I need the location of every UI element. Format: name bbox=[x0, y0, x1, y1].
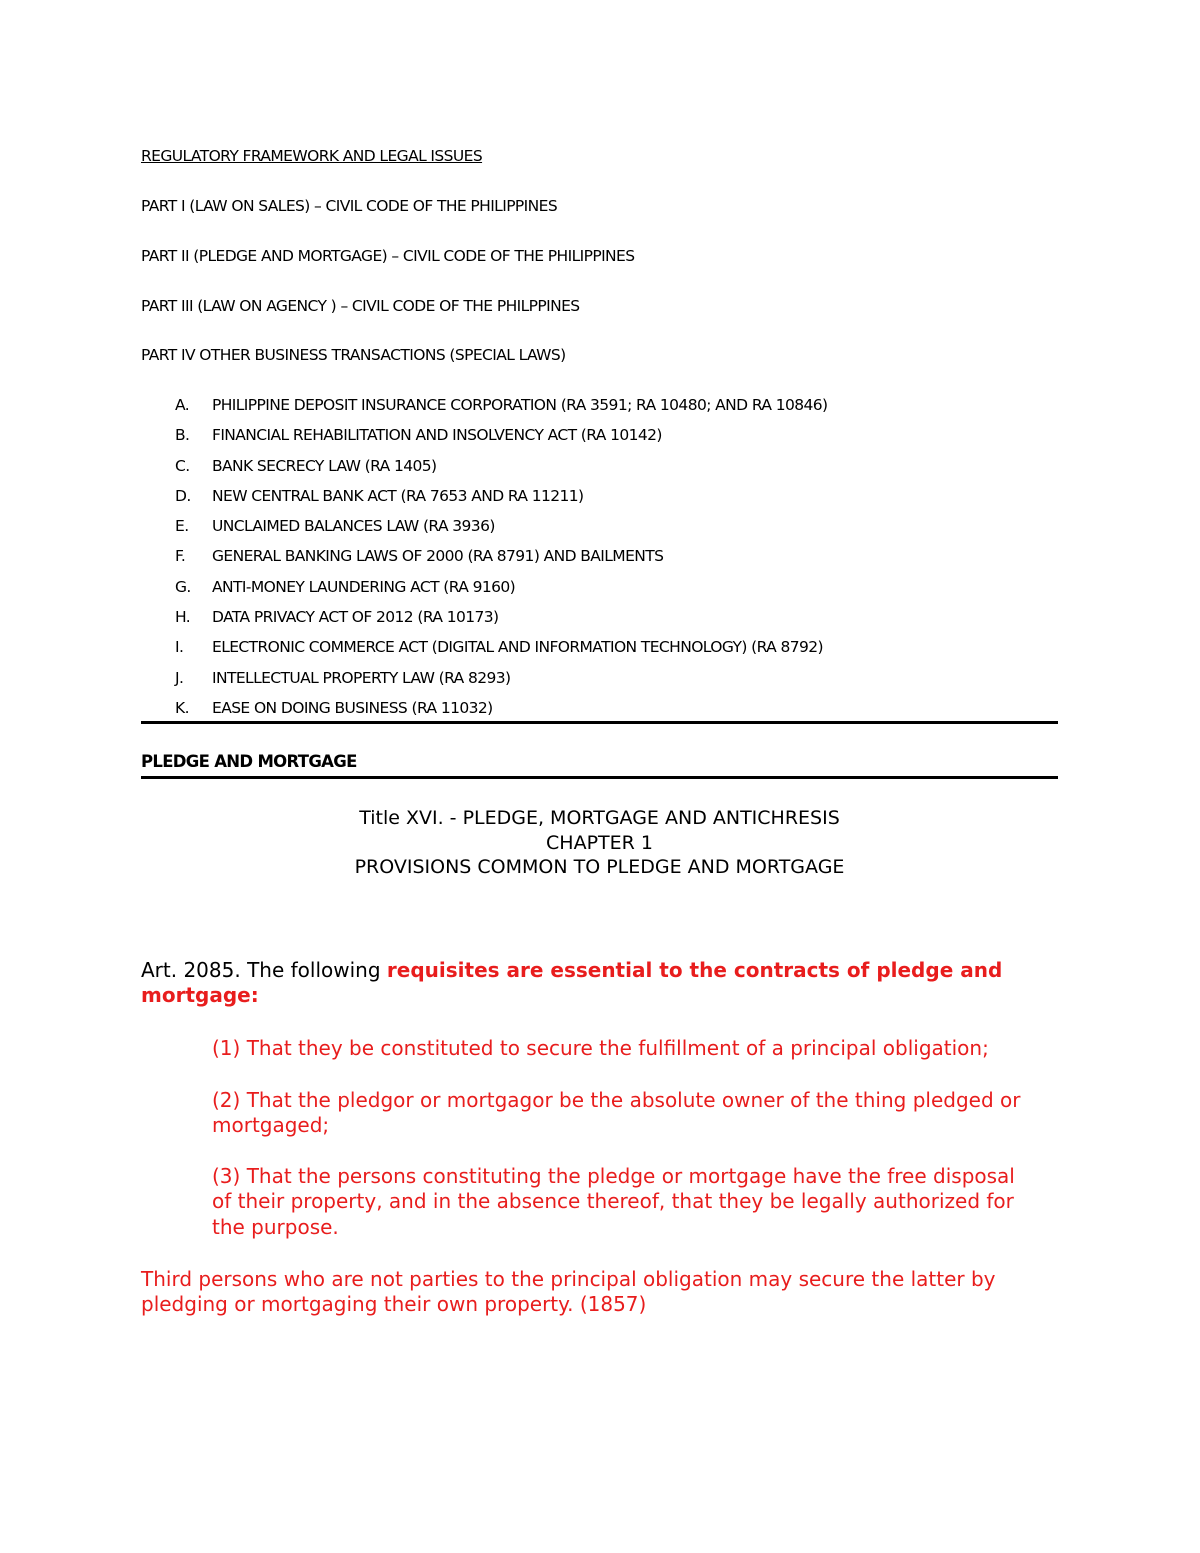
closing-paragraph-cont: pledging or mortgaging their own property. (1857) bbox=[141, 1292, 647, 1316]
list-item-letter: D. bbox=[175, 486, 191, 505]
part-heading-2: PART II (PLEDGE AND MORTGAGE) – CIVIL CODE OF THE PHILIPPINES bbox=[141, 247, 635, 265]
list-item-text: FINANCIAL REHABILITATION AND INSOLVENCY ACT (RA 10142) bbox=[212, 426, 662, 445]
list-item-text: DATA PRIVACY ACT OF 2012 (RA 10173) bbox=[212, 608, 499, 627]
list-item-text: PHILIPPINE DEPOSIT INSURANCE CORPORATION (RA 3591; RA 10480; AND RA 10846) bbox=[212, 396, 828, 414]
title-line: Title XVI. - PLEDGE, MORTGAGE AND ANTICHRESIS bbox=[359, 807, 840, 829]
list-item-text: INTELLECTUAL PROPERTY LAW (RA 8293) bbox=[212, 668, 511, 687]
article-intro-emphasis-cont: mortgage: bbox=[141, 983, 259, 1007]
requisite-3-cont: of their property, and in the absence thereof, that they be legally authorized for bbox=[212, 1189, 1014, 1213]
part-heading-1: PART I (LAW ON SALES) – CIVIL CODE OF THE PHILIPPINES bbox=[141, 197, 558, 215]
article-intro-plain: Art. 2085. The following bbox=[141, 958, 387, 982]
title-block bbox=[141, 806, 1058, 880]
list-item-letter: G. bbox=[175, 577, 191, 596]
list-item-text: UNCLAIMED BALANCES LAW (RA 3936) bbox=[212, 517, 495, 536]
list-item-letter: E. bbox=[175, 517, 189, 536]
list-item-text: GENERAL BANKING LAWS OF 2000 (RA 8791) AND BAILMENTS bbox=[212, 547, 664, 566]
list-item-text: ELECTRONIC COMMERCE ACT (DIGITAL AND INFORMATION TECHNOLOGY) (RA 8792) bbox=[212, 638, 823, 657]
part-heading-4: PART IV OTHER BUSINESS TRANSACTIONS (SPECIAL LAWS) bbox=[141, 346, 566, 364]
requisite-2: (2) That the pledgor or mortgagor be the absolute owner of the thing pledged or bbox=[212, 1088, 1021, 1112]
list-item-letter: K. bbox=[175, 698, 189, 717]
requisite-1: (1) That they be constituted to secure the fulfillment of a principal obligation; bbox=[212, 1036, 989, 1060]
closing-paragraph: Third persons who are not parties to the principal obligation may secure the latter by bbox=[141, 1267, 996, 1291]
list-item-letter: H. bbox=[175, 608, 191, 627]
list-item-letter: B. bbox=[175, 426, 190, 445]
list-item-text: BANK SECRECY LAW (RA 1405) bbox=[212, 456, 437, 475]
requisite-3-cont: the purpose. bbox=[212, 1215, 339, 1239]
part-heading-3: PART III (LAW ON AGENCY ) – CIVIL CODE OF THE PHILPPINES bbox=[141, 297, 580, 315]
list-item-text: ANTI-MONEY LAUNDERING ACT (RA 9160) bbox=[212, 577, 516, 596]
list-item-letter: J. bbox=[175, 668, 184, 687]
document-top-heading: REGULATORY FRAMEWORK AND LEGAL ISSUES bbox=[141, 147, 483, 165]
requisite-2-cont: mortgaged; bbox=[212, 1113, 330, 1137]
section-divider-top bbox=[141, 721, 1058, 724]
section-title: PLEDGE AND MORTGAGE bbox=[141, 752, 357, 771]
chapter-line: CHAPTER 1 bbox=[546, 831, 653, 854]
article-intro bbox=[141, 958, 1002, 983]
list-item-letter: F. bbox=[175, 547, 186, 566]
list-item-text: NEW CENTRAL BANK ACT (RA 7653 AND RA 11211) bbox=[212, 486, 584, 505]
list-item-letter: I. bbox=[175, 638, 184, 657]
section-divider-bottom bbox=[141, 776, 1058, 779]
article-intro-emphasis: requisites are essential to the contracts of pledge and bbox=[386, 958, 1003, 982]
list-item-letter: A. bbox=[175, 396, 190, 414]
list-item-letter: C. bbox=[175, 456, 190, 475]
requisite-3: (3) That the persons constituting the pledge or mortgage have the free disposal bbox=[212, 1164, 1015, 1188]
list-item-text: EASE ON DOING BUSINESS (RA 11032) bbox=[212, 698, 493, 717]
chapter-heading-line: PROVISIONS COMMON TO PLEDGE AND MORTGAGE bbox=[354, 856, 845, 878]
